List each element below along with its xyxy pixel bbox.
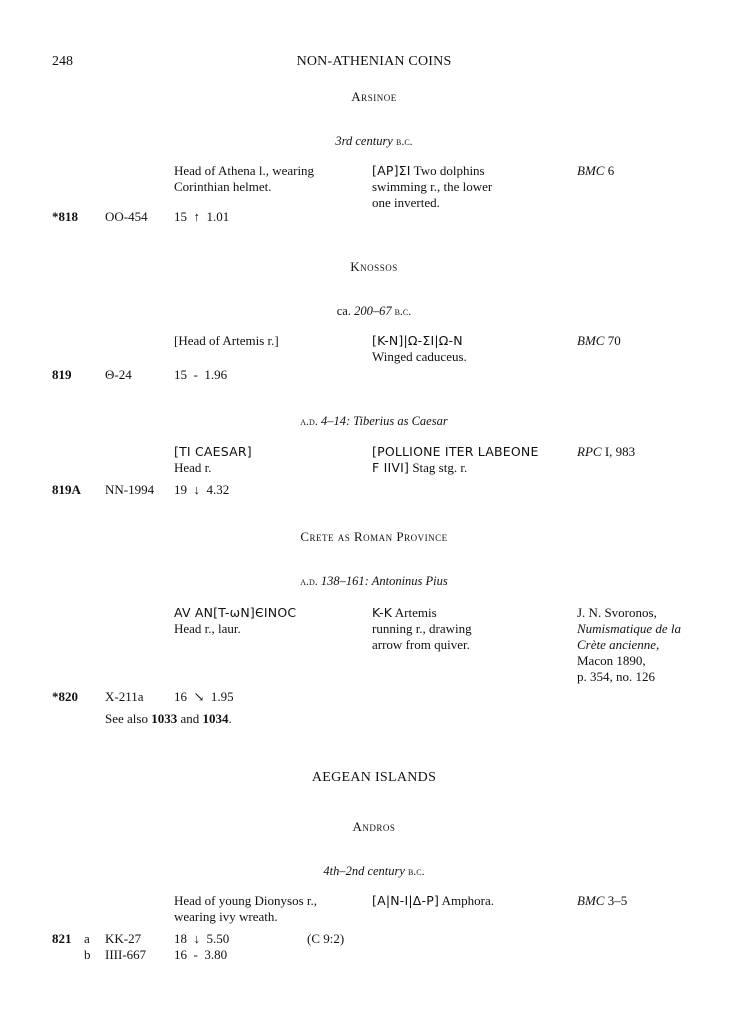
reverse-line: Artemis [394,605,437,620]
catalog-number: *818 [52,209,78,224]
coin-metrics [174,947,227,963]
plate-note: (C 9:2) [307,931,345,946]
date-text: 3rd century [335,134,393,148]
reference-page: p. 354, no. 126 [577,669,655,684]
catalog-number: 821 [52,931,72,946]
coin-metrics [174,689,234,705]
obverse-line: Corinthian helmet. [174,179,272,194]
see-also-text: and [177,711,203,726]
section-heading-andros: Andros [352,819,396,834]
reverse-description [372,444,539,476]
coin-weight: 5.50 [206,931,230,946]
see-also-text: . [228,711,232,726]
date-heading-knossos-1 [0,304,748,319]
reverse-description [372,163,492,211]
coin-size: 16 [174,689,187,704]
coin-metrics [174,931,229,947]
reverse-line: Winged caduceus. [372,349,467,364]
reference-number: 70 [604,333,621,348]
catalog-number: 819A [52,482,81,497]
reverse-description [372,893,494,909]
reverse-line: Amphora. [441,893,494,908]
reference-title: Numismatique de la [577,621,681,636]
reference-publication: Macon 1890, [577,653,646,668]
obverse-description [174,444,252,476]
reverse-line: Stag stg. r. [412,460,468,475]
reference [577,893,627,909]
date-heading-crete [0,574,748,589]
reverse-line: running r., drawing [372,621,472,636]
catalog-number: 819 [52,367,72,382]
reverse-legend: [A|N-I|Δ-P] [372,893,440,908]
coin-metrics [174,209,229,225]
reference-number: I, 983 [601,444,636,459]
cross-ref-number: 1034 [202,711,229,726]
date-text: 4th–2nd century [323,864,405,878]
coin-weight: 1.96 [204,367,228,382]
obverse-line: Head r. [174,460,212,475]
reference [577,444,635,460]
reference [577,163,614,179]
coin-size: 18 [174,931,187,946]
section-heading-knossos: Knossos [350,259,398,274]
obverse-legend: [TI CAESAR] [174,444,252,459]
reference [577,605,681,685]
coin-size: 15 [174,367,187,382]
obverse-line: Head r., laur. [174,621,241,636]
reference [577,333,621,349]
reference-title: Crète ancienne, [577,637,660,652]
date-text: 4–14: Tiberius as Caesar [317,414,448,428]
coin-size: 15 [174,209,187,224]
variant-letter: b [84,947,91,962]
see-also-note [105,711,232,727]
reverse-line: Two dolphins [413,163,485,178]
date-text: 200–67 [354,304,392,318]
running-title: NON-ATHENIAN COINS [296,54,452,69]
inventory-number: NN-1994 [105,482,155,497]
date-heading-arsinoe [0,134,748,149]
reverse-description [372,605,472,653]
reference-work: BMC [577,333,605,348]
reverse-line: arrow from quiver. [372,637,470,652]
cross-ref-number: 1033 [151,711,178,726]
coin-weight: 1.95 [210,689,234,704]
reverse-legend: F IIVI] [372,460,410,475]
obverse-line: wearing ivy wreath. [174,909,278,924]
coin-weight: 1.01 [206,209,230,224]
inventory-number: OO-454 [105,209,148,224]
section-heading-crete: Crete as Roman Province [300,529,448,544]
reference-work: BMC [577,163,605,178]
section-heading-arsinoe: Arsinoe [351,89,397,104]
inventory-number: Θ-24 [105,367,132,382]
date-heading-andros [0,864,748,879]
obverse-description [174,893,317,925]
obverse-line: Head of Athena l., wearing [174,163,315,178]
die-axis-arrow: ↓ [193,482,200,497]
die-axis-arrow: ↑ [193,209,200,224]
obverse-description [174,605,296,637]
inventory-number: IIII-667 [105,947,147,962]
coin-weight: 3.80 [204,947,228,962]
die-axis-arrow: ↘ [193,689,205,704]
obverse-legend: AV AN[T-ωN]ЄINOC [174,605,297,620]
coin-size: 19 [174,482,187,497]
era-label: b.c. [404,864,425,878]
reference-number: 6 [604,163,615,178]
coin-size: 16 [174,947,187,962]
date-heading-knossos-2 [0,414,748,429]
reverse-legend: [K-N]|Ω-ΣI|Ω-N [372,333,463,348]
obverse-description: [Head of Artemis r.] [174,333,279,348]
page-number: 248 [52,54,73,69]
die-axis-arrow: - [193,947,198,962]
era-label: b.c. [391,304,412,318]
die-axis-arrow: ↓ [193,931,200,946]
variant-letter: a [84,931,90,946]
reverse-legend: K-K [372,605,393,620]
inventory-number: X-211a [105,689,144,704]
era-label: a.d. [300,574,318,588]
date-text: 138–161: Antoninus Pius [317,574,448,588]
catalog-number: *820 [52,689,78,704]
reverse-legend: [POLLIONE ITER LABEONE [372,444,539,459]
reference-author: J. N. Svoronos, [577,605,657,620]
reverse-line: swimming r., the lower [372,179,493,194]
reference-work: RPC [577,444,602,459]
reverse-description [372,333,467,365]
era-label: b.c. [395,134,413,148]
see-also-text: See also [105,711,152,726]
obverse-line: Head of young Dionysos r., [174,893,317,908]
date-prefix: ca. [336,304,355,318]
era-label: a.d. [300,414,318,428]
inventory-number: KK-27 [105,931,142,946]
die-axis-arrow: - [193,367,198,382]
reference-number: 3–5 [604,893,628,908]
obverse-description [174,163,314,195]
coin-metrics [174,367,227,383]
coin-metrics [174,482,229,498]
reverse-line: one inverted. [372,195,440,210]
reverse-legend: [AP]ΣI [372,163,411,178]
coin-weight: 4.32 [206,482,230,497]
reference-work: BMC [577,893,605,908]
region-heading: AEGEAN ISLANDS [311,770,437,785]
